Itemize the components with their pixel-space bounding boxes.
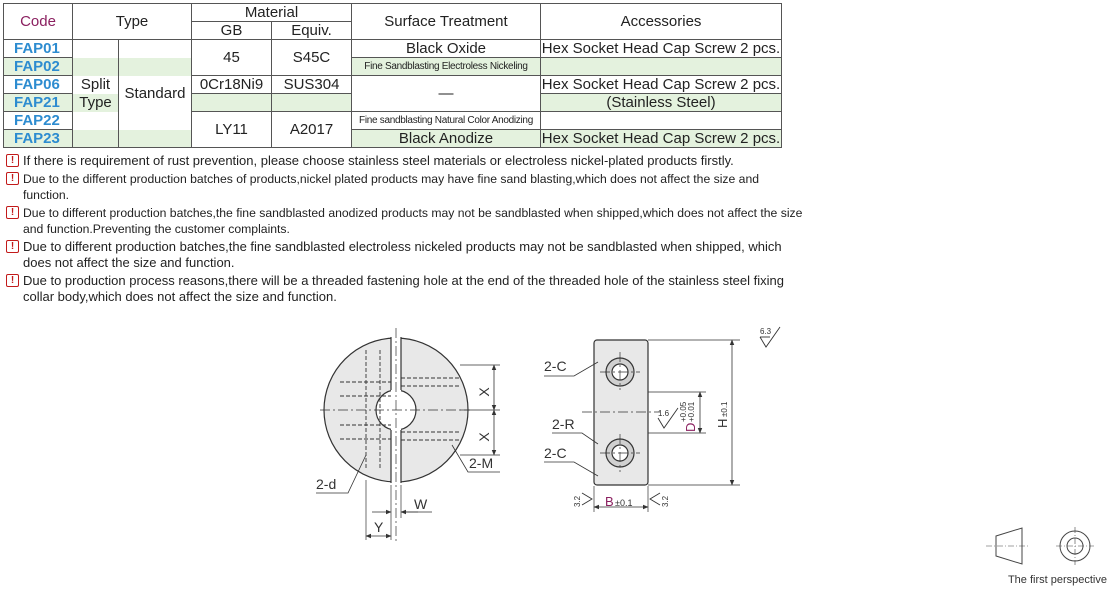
- header-material: Material: [192, 4, 352, 22]
- label-2c-bottom: 2-C: [544, 445, 567, 461]
- header-code: Code: [4, 4, 73, 40]
- code-cell: FAP22: [4, 112, 73, 130]
- type-split-cell: Split: [73, 76, 119, 94]
- accessory-cell: Hex Socket Head Cap Screw 2 pcs.: [541, 40, 781, 57]
- equiv-cell: SUS304: [272, 76, 352, 94]
- label-d: D: [683, 422, 698, 432]
- type-standard-cell: Standard: [119, 76, 192, 112]
- surface-cell: Black Oxide: [352, 40, 541, 58]
- note-item: ! Due to the different production batches of products,nickel plated products may have fine sand blasting,which does not affect the size and function.: [6, 171, 806, 203]
- header-equiv: Equiv.: [272, 22, 352, 40]
- label-x-upper: X: [476, 387, 492, 397]
- code-cell: FAP23: [4, 130, 73, 148]
- note-item: ! Due to production process reasons,there will be a threaded fastening hole at the end of the threaded hole of the stainless steel fixing collar body,which does not affect the size and function.: [6, 273, 806, 305]
- collar-side-view: [544, 327, 780, 512]
- roughness-1-6: 1.6: [658, 409, 670, 418]
- label-w: W: [414, 496, 428, 512]
- warning-icon: !: [6, 240, 19, 253]
- label-y: Y: [374, 519, 384, 535]
- projection-symbol-icon: [986, 527, 1094, 565]
- surface-cell: —: [352, 76, 541, 112]
- label-b: B: [605, 494, 614, 509]
- code-cell: FAP06: [4, 76, 73, 94]
- code-cell: FAP02: [4, 58, 73, 76]
- warning-icon: !: [6, 274, 19, 287]
- label-2m: 2-M: [469, 455, 494, 471]
- label-h: H: [715, 418, 730, 428]
- note-item: ! Due to different production batches,the fine sandblasted anodized products may not be sandblasted when shipped,which does not affect the size and function.Preventing the customer complaints.: [6, 205, 806, 237]
- label-d-tol-lower: +0.01: [687, 401, 696, 422]
- warning-icon: !: [6, 206, 19, 219]
- note-item: ! If there is requirement of rust prevention, please choose stainless steel materials or electroless nickel-plated products firstly.: [6, 153, 806, 169]
- gb-cell: LY11: [192, 112, 272, 148]
- accessory-cell: (Stainless Steel): [541, 94, 782, 112]
- roughness-6-3: 6.3: [760, 327, 772, 336]
- gb-cell: 0Cr18Ni9: [192, 76, 272, 94]
- header-surface: Surface Treatment: [352, 4, 541, 40]
- gb-cell: 45: [192, 40, 272, 76]
- surface-cell: Black Anodize: [352, 130, 541, 148]
- warning-icon: !: [6, 154, 19, 167]
- header-type: Type: [73, 4, 192, 40]
- accessory-cell: Hex Socket Head Cap Screw 2 pcs.: [541, 76, 781, 93]
- projection-caption: The first perspective: [1007, 574, 1107, 586]
- label-2d: 2-d: [316, 476, 337, 492]
- label-x-lower: X: [476, 432, 492, 442]
- surface-cell: Fine Sandblasting Electroless Nickeling: [352, 58, 541, 76]
- equiv-cell: A2017: [272, 112, 352, 148]
- equiv-cell: S45C: [272, 40, 352, 76]
- code-cell: FAP01: [4, 40, 73, 58]
- header-gb: GB: [192, 22, 272, 40]
- collar-front-view: [316, 328, 500, 542]
- label-d-tol-upper: +0.05: [679, 401, 688, 422]
- code-cell: FAP21: [4, 94, 73, 112]
- roughness-3-2-right: 3.2: [661, 495, 670, 507]
- note-item: ! Due to different production batches,the fine sandblasted electroless nickeled products may not be sandblasted when shipped, which does not affect the size and function.: [6, 239, 806, 271]
- roughness-3-2-left: 3.2: [573, 495, 582, 507]
- label-b-tol: ±0.1: [615, 498, 633, 508]
- type-type-cell: Type: [73, 94, 119, 112]
- header-accessories: Accessories: [541, 4, 782, 40]
- label-2r: 2-R: [552, 416, 575, 432]
- warning-icon: !: [6, 172, 19, 185]
- label-2c-top: 2-C: [544, 358, 567, 374]
- accessory-cell: Hex Socket Head Cap Screw 2 pcs.: [541, 130, 781, 147]
- surface-cell: Fine sandblasting Natural Color Anodizing: [352, 112, 541, 130]
- label-h-tol: ±0.1: [720, 401, 729, 417]
